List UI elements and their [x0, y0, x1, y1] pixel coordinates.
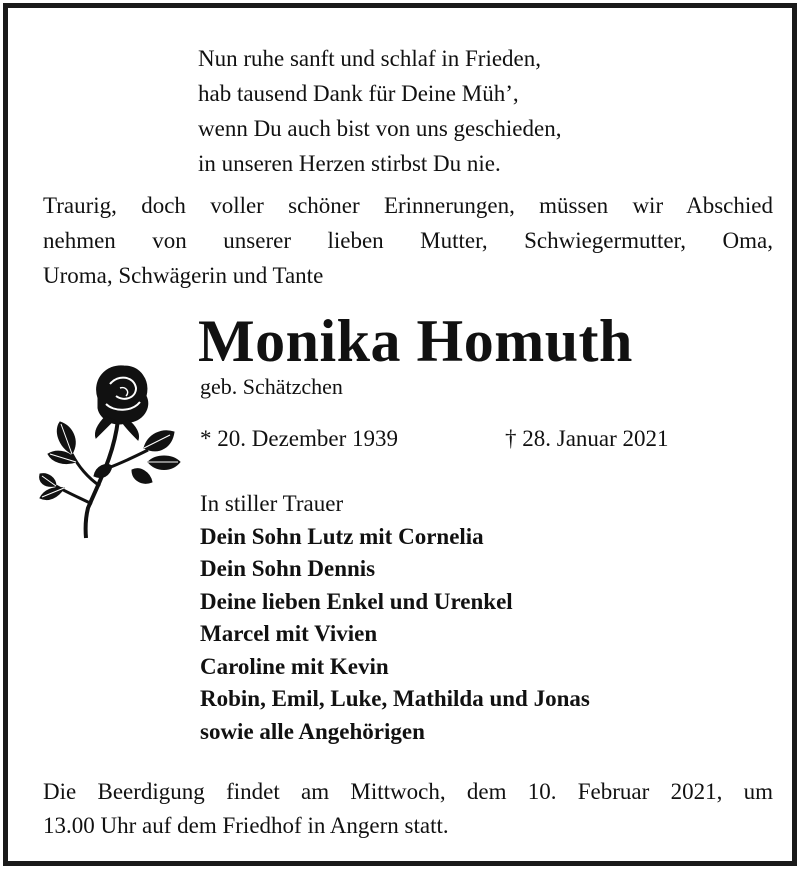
- death-date: † 28. Januar 2021: [505, 426, 669, 451]
- poem-line: hab tausend Dank für Deine Müh’,: [198, 81, 519, 106]
- funeral-line: 13.00 Uhr auf dem Friedhof in Angern statt.: [43, 813, 449, 838]
- mourner-line: Deine lieben Enkel und Urenkel: [200, 588, 513, 614]
- mourner-line: Caroline mit Kevin: [200, 653, 389, 679]
- funeral-line: Die Beerdigung findet am Mittwoch, dem 10. Februar 2021, um: [43, 779, 773, 804]
- rose-icon: [36, 358, 186, 543]
- mourner-line: sowie alle Angehörigen: [200, 718, 425, 744]
- mourner-line: Marcel mit Vivien: [200, 621, 378, 646]
- poem: [198, 41, 561, 181]
- mourner-line: Robin, Emil, Luke, Mathilda und Jonas: [200, 686, 590, 711]
- intro-line: nehmen von unserer lieben Mutter, Schwiegermutter, Oma,: [43, 228, 773, 253]
- intro-text: [43, 188, 773, 293]
- poem-line: wenn Du auch bist von uns geschieden,: [198, 116, 562, 141]
- funeral-notice: [43, 775, 773, 843]
- mourner-line: Dein Sohn Lutz mit Cornelia: [200, 523, 484, 549]
- poem-line: in unseren Herzen stirbst Du nie.: [198, 151, 501, 176]
- poem-line: Nun ruhe sanft und schlaf in Frieden,: [198, 46, 542, 71]
- obituary-frame: [3, 3, 797, 866]
- intro-line: Uroma, Schwägerin und Tante: [43, 263, 324, 288]
- deceased-name: Monika Homuth: [198, 308, 633, 374]
- mourners: [200, 488, 590, 748]
- maiden-name: geb. Schätzchen: [200, 374, 343, 399]
- intro-line: Traurig, doch voller schöner Erinnerungen, müssen wir Abschied: [43, 193, 773, 218]
- birth-date: * 20. Dezember 1939: [200, 426, 398, 451]
- mourners-intro: In stiller Trauer: [200, 491, 344, 516]
- mourner-line: Dein Sohn Dennis: [200, 556, 376, 581]
